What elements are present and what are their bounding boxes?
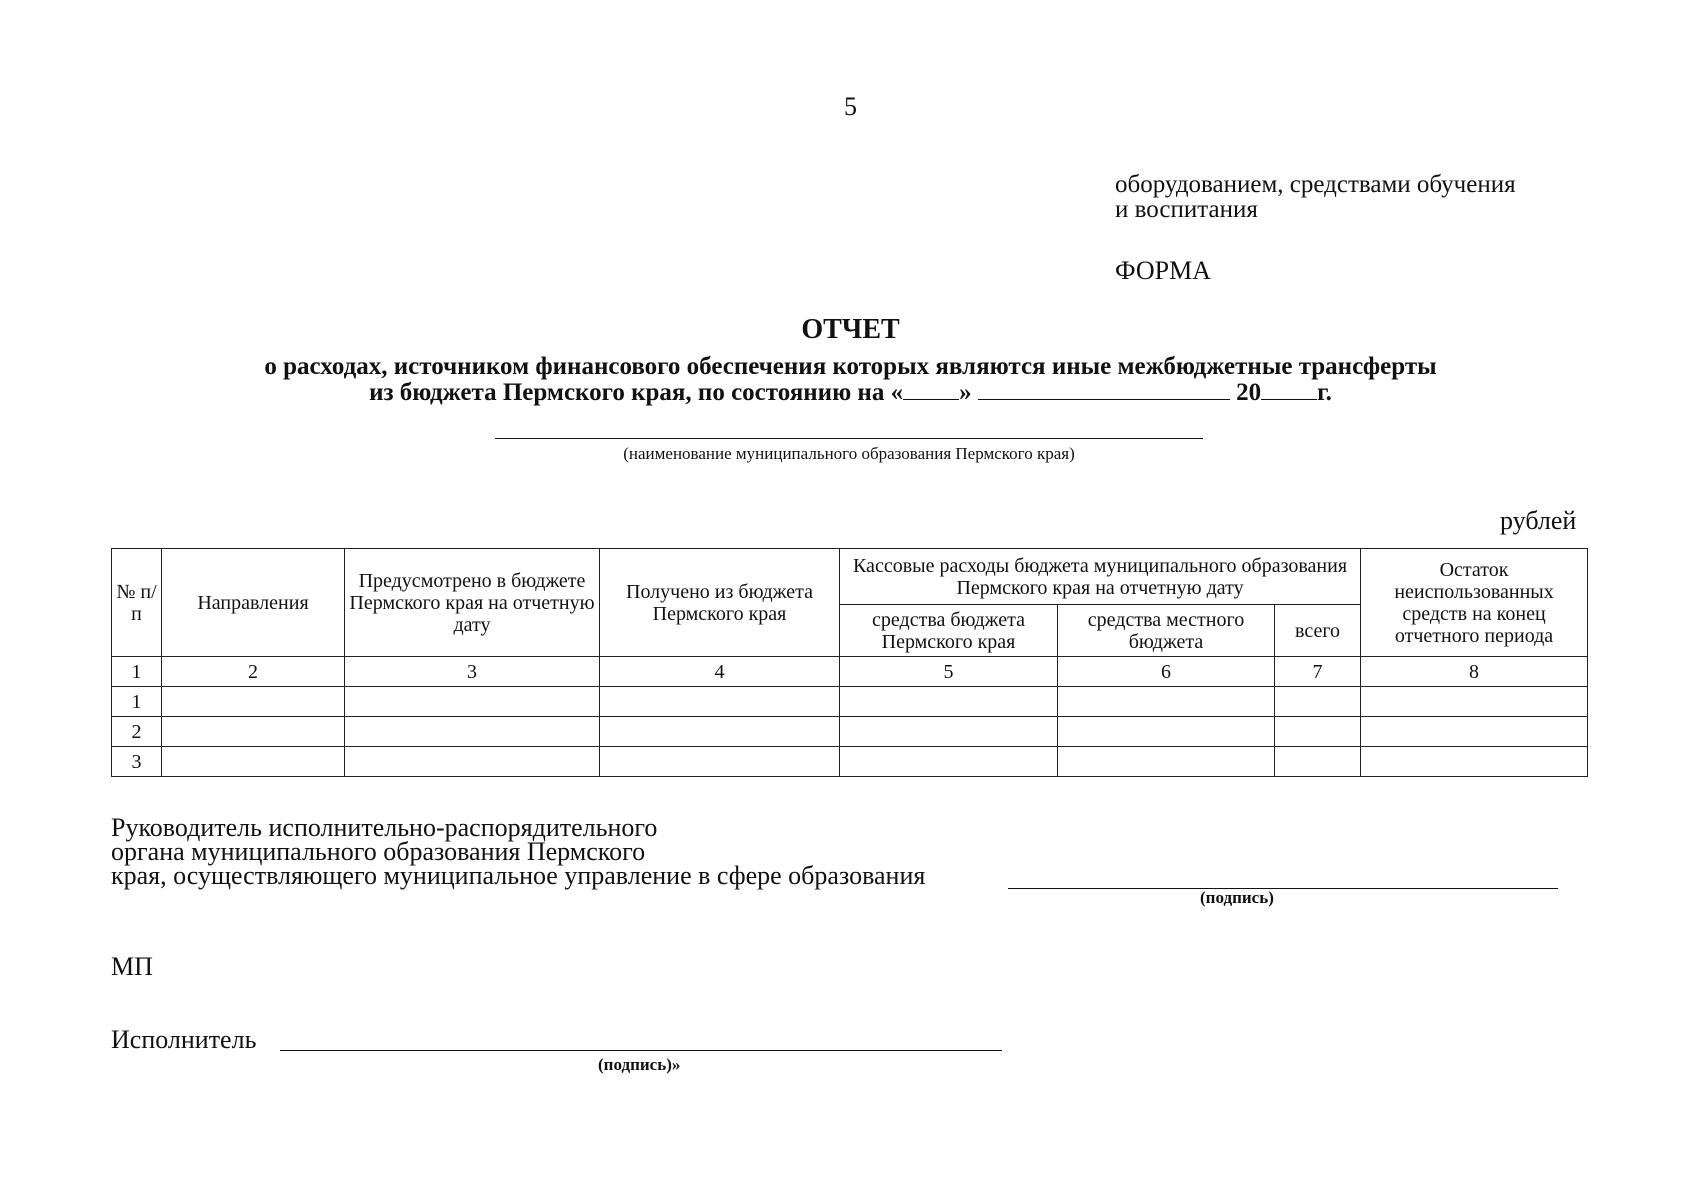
table-cell[interactable] xyxy=(1275,687,1361,717)
table-cell[interactable] xyxy=(1058,687,1275,717)
units-label: рублей xyxy=(1500,506,1577,535)
header-cash-regional: средства бюджета Пермского края xyxy=(840,605,1058,657)
table-cell[interactable] xyxy=(1361,717,1588,747)
executor-signature-caption: (подпись)» xyxy=(598,1055,681,1074)
table-cell[interactable] xyxy=(162,747,345,777)
subtitle-line-2 xyxy=(0,379,1701,405)
head-signature-block xyxy=(111,813,926,890)
table-cell[interactable] xyxy=(162,717,345,747)
table-cell[interactable] xyxy=(1361,747,1588,777)
header-remainder: Остаток неиспользованных средств на конец отчетного периода xyxy=(1361,549,1588,657)
table-cell[interactable] xyxy=(840,747,1058,777)
table-cell[interactable] xyxy=(840,687,1058,717)
year-blank xyxy=(1261,379,1317,400)
signature-line-3: края, осуществляющего муниципальное управление в сфере образования xyxy=(111,861,926,890)
table-row xyxy=(112,687,1588,717)
table-cell[interactable] xyxy=(1361,687,1588,717)
report-title: ОТЧЕТ xyxy=(801,314,900,345)
column-number: 8 xyxy=(1361,657,1588,687)
head-signature-line[interactable] xyxy=(1008,888,1558,889)
subtitle-line-2-prefix: из бюджета Пермского края, по состоянию на « xyxy=(369,379,904,406)
municipality-name-line xyxy=(495,438,1203,439)
table-cell[interactable] xyxy=(162,687,345,717)
header-num: № п/п xyxy=(112,549,162,657)
column-number: 3 xyxy=(345,657,600,687)
report-subtitle xyxy=(0,354,1701,405)
subtitle-year-prefix: 20 xyxy=(1236,379,1262,406)
executor-label: Исполнитель xyxy=(111,1025,257,1054)
table-cell[interactable] xyxy=(600,687,840,717)
column-number: 4 xyxy=(600,657,840,687)
month-blank xyxy=(978,379,1230,400)
attachment-note-line-1: оборудованием, средствами обучения xyxy=(1115,171,1516,198)
table-cell[interactable] xyxy=(345,747,600,777)
municipality-caption: (наименование муниципального образования Пермского края) xyxy=(623,444,1075,463)
executor-signature-line[interactable] xyxy=(280,1050,1002,1051)
report-table xyxy=(111,548,1588,777)
table-cell[interactable] xyxy=(1058,717,1275,747)
header-cash-expenses: Кассовые расходы бюджета муниципального образования Пермского края на отчетную дату xyxy=(840,549,1361,605)
attachment-note-line-2: и воспитания xyxy=(1115,196,1258,223)
page-number: 5 xyxy=(844,92,857,121)
table-cell[interactable] xyxy=(1058,747,1275,777)
table-row xyxy=(112,717,1588,747)
table-cell[interactable] xyxy=(1275,747,1361,777)
column-number: 2 xyxy=(162,657,345,687)
day-blank xyxy=(903,379,959,400)
header-cash-total: всего xyxy=(1275,605,1361,657)
table-cell[interactable] xyxy=(345,687,600,717)
table-cell[interactable] xyxy=(600,717,840,747)
column-number: 6 xyxy=(1058,657,1275,687)
header-received: Получено из бюджета Пермского края xyxy=(600,549,840,657)
attachment-note xyxy=(1115,172,1516,222)
subtitle-line-1: о расходах, источником финансового обеспечения которых являются иные межбюджетные трансферты xyxy=(264,353,1437,380)
table-row xyxy=(112,747,1588,777)
table-cell[interactable] xyxy=(345,717,600,747)
stamp-label: МП xyxy=(111,952,153,981)
signature-line-1: Руководитель исполнительно-распорядительного xyxy=(111,813,658,842)
column-number: 7 xyxy=(1275,657,1361,687)
form-label: ФОРМА xyxy=(1115,256,1211,285)
column-number: 1 xyxy=(112,657,162,687)
table-cell[interactable] xyxy=(1275,717,1361,747)
row-number: 3 xyxy=(112,747,162,777)
column-number: 5 xyxy=(840,657,1058,687)
header-planned: Предусмотрено в бюджете Пермского края на отчетную дату xyxy=(345,549,600,657)
row-number: 2 xyxy=(112,717,162,747)
subtitle-year-suffix: г. xyxy=(1317,379,1332,406)
table-cell[interactable] xyxy=(600,747,840,777)
head-signature-caption: (подпись) xyxy=(1200,888,1274,907)
table-cell[interactable] xyxy=(840,717,1058,747)
row-number: 1 xyxy=(112,687,162,717)
signature-line-2: органа муниципального образования Пермского xyxy=(111,837,646,866)
header-cash-local: средства местного бюджета xyxy=(1058,605,1275,657)
subtitle-quote-close: » xyxy=(959,379,972,406)
header-direction: Направления xyxy=(162,549,345,657)
column-number-row xyxy=(112,657,1588,687)
